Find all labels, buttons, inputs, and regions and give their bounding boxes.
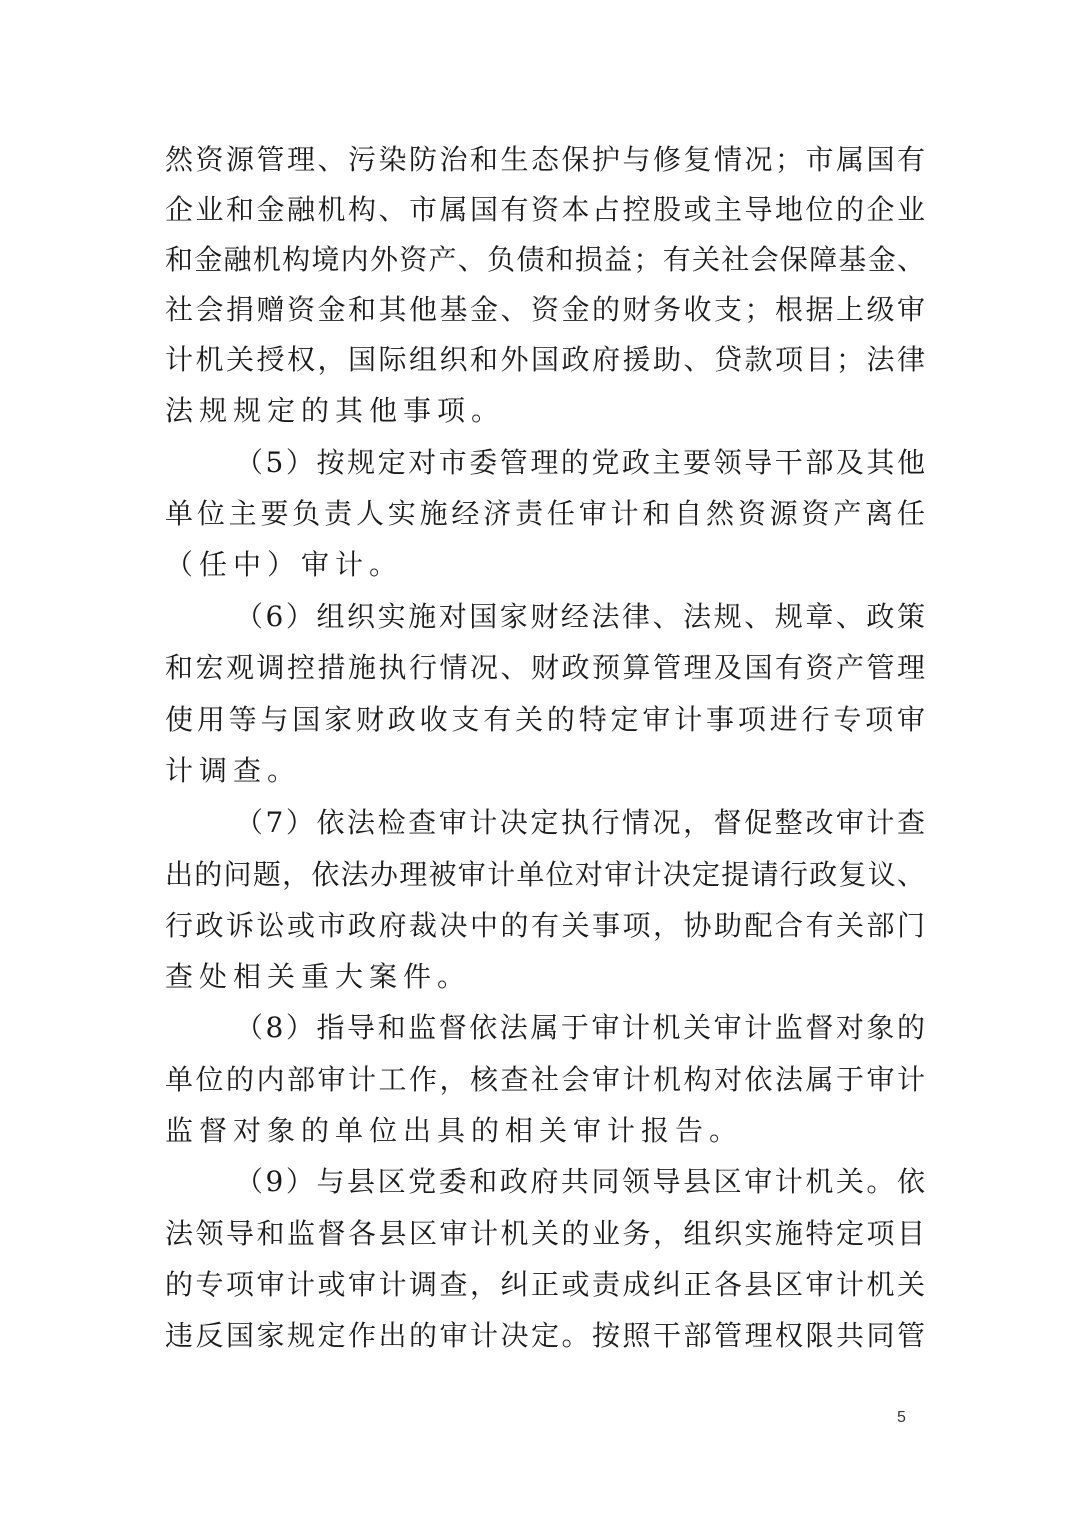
text-line: （任中）审计。 (165, 548, 404, 581)
text-line: 法规规定的其他事项。 (165, 394, 506, 427)
text-line: 使用等与国家财政收支有关的特定审计事项进行专项审 (165, 703, 925, 736)
text-line: 和金融机构境内外资产、负债和损益；有关社会保障基金、 (165, 243, 925, 276)
text-line: 法领导和监督各县区审计机关的业务，组织实施特定项目 (165, 1217, 925, 1250)
text-line: 单位主要负责人实施经济责任审计和自然资源资产离任 (165, 497, 925, 530)
page-number: 5 (897, 1409, 906, 1426)
text-line: 违反国家规定作出的审计决定。按照干部管理权限共同管 (165, 1319, 925, 1352)
text-line: 的专项审计或审计调查，纠正或责成纠正各县区审计机关 (165, 1268, 925, 1301)
paragraph-start-line: （9）与县区党委和政府共同领导县区审计机关。依 (235, 1165, 925, 1198)
paragraph-start-line: （5）按规定对市委管理的党政主要领导干部及其他 (235, 446, 925, 479)
text-line: 然资源管理、污染防治和生态保护与修复情况；市属国有 (165, 143, 925, 176)
text-line: 计机关授权，国际组织和外国政府援助、贷款项目；法律 (165, 343, 925, 376)
text-line: 企业和金融机构、市属国有资本占控股或主导地位的企业 (165, 193, 925, 226)
text-line: 行政诉讼或市政府裁决中的有关事项，协助配合有关部门 (165, 909, 925, 942)
text-line: 查处相关重大案件。 (165, 960, 472, 993)
paragraph-start-line: （6）组织实施对国家财经法律、法规、规章、政策 (235, 600, 925, 633)
text-line: 社会捐赠资金和其他基金、资金的财务收支；根据上级审 (165, 293, 925, 326)
text-line: 和宏观调控措施执行情况、财政预算管理及国有资产管理 (165, 651, 925, 684)
text-line: 出的问题，依法办理被审计单位对审计决定提请行政复议、 (165, 858, 925, 891)
paragraph-start-line: （8）指导和监督依法属于审计机关审计监督对象的 (235, 1011, 925, 1044)
text-line: 计调查。 (165, 754, 302, 787)
text-line: 监督对象的单位出具的相关审计报告。 (165, 1114, 744, 1147)
text-line: 单位的内部审计工作，核查社会审计机构对依法属于审计 (165, 1063, 925, 1096)
paragraph-start-line: （7）依法检查审计决定执行情况，督促整改审计查 (235, 806, 925, 839)
